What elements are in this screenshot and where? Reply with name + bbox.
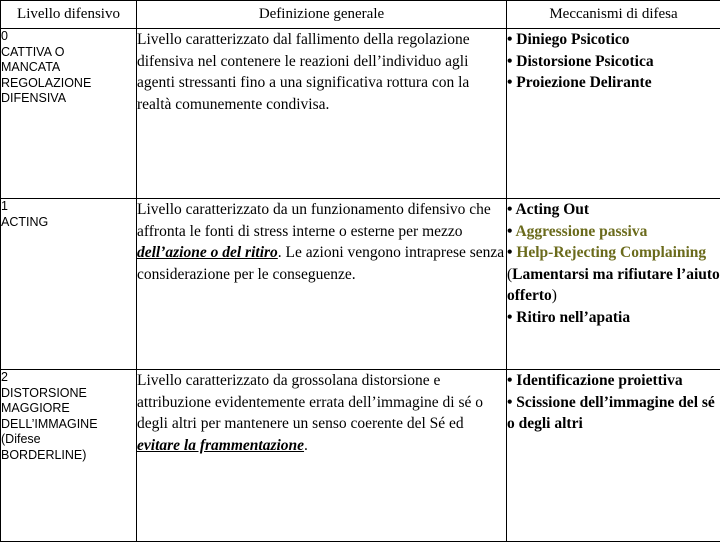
table-row: [1, 199, 720, 370]
level-name-line: REGOLAZIONE: [1, 76, 136, 92]
mechanism-item: • Ritiro nell’apatia: [507, 307, 720, 329]
level-name-line: MANCATA: [1, 60, 136, 76]
table-row: [1, 29, 720, 199]
header-level: Livello difensivo: [1, 1, 137, 29]
level-cell: [1, 29, 137, 199]
level-number: 2: [1, 370, 136, 386]
definition-cell: [137, 370, 507, 542]
mechanism-item: • Proiezione Delirante: [507, 72, 720, 94]
level-number: 0: [1, 29, 136, 45]
mechanisms-cell: [507, 29, 720, 199]
header-row: [1, 1, 720, 29]
definition-text: Livello caratterizzato da grossolana distorsione e attribuzione evidentemente errata dell’immagine di sé o degli altri per mantenere un senso coerente del Sé ed: [137, 372, 483, 432]
definition-cell: Livello caratterizzato dal fallimento della regolazione difensiva nel contenere le reazioni dell’individuo agli agenti stressanti fino a una significativa rottura con la realtà comunemente condivisa.: [137, 29, 507, 199]
mechanism-text: Aggressione passiva: [515, 223, 647, 240]
mechanism-paren-text: Lamentarsi ma rifiutare l’aiuto offerto: [507, 266, 720, 305]
definition-text: Livello caratterizzato da un funzionamento difensivo che affronta le fonti di stress interne o esterne per mezzo: [137, 201, 491, 240]
definition-emphasis: evitare la frammentazione: [137, 437, 304, 454]
level-number: 1: [1, 199, 136, 215]
mechanism-item: [507, 221, 720, 243]
mechanism-item: • Acting Out: [507, 199, 720, 221]
level-name-line: BORDERLINE): [1, 448, 136, 464]
level-cell: [1, 370, 137, 542]
header-definition: Definizione generale: [137, 1, 507, 29]
level-name-line: CATTIVA O: [1, 45, 136, 61]
mechanisms-cell: [507, 370, 720, 542]
mechanism-bullet: •: [507, 244, 516, 261]
mechanism-item: • Scissione dell’immagine del sé o degli altri: [507, 392, 720, 435]
definition-cell: [137, 199, 507, 370]
mechanism-paren-close: ): [552, 287, 557, 304]
definition-text: . Le azioni vengono intraprese senza considerazione per le conseguenze.: [137, 244, 504, 283]
level-cell: [1, 199, 137, 370]
level-name-line: ACTING: [1, 215, 136, 231]
mechanism-item: [507, 242, 720, 307]
level-name-line: DISTORSIONE: [1, 386, 136, 402]
definition-emphasis: dell’azione o del ritiro: [137, 244, 278, 261]
mechanism-item: • Diniego Psicotico: [507, 29, 720, 51]
mechanism-paren-open: (: [507, 266, 512, 283]
mechanisms-cell: [507, 199, 720, 370]
definition-text: .: [304, 437, 308, 454]
mechanism-item: • Identificazione proiettiva: [507, 370, 720, 392]
mechanism-item: • Distorsione Psicotica: [507, 51, 720, 73]
mechanism-bullet: •: [507, 223, 515, 240]
level-name-line: (Difese: [1, 432, 136, 448]
level-name-line: MAGGIORE: [1, 401, 136, 417]
level-name-line: DIFENSIVA: [1, 91, 136, 107]
mechanism-text: Help-Rejecting Complaining: [516, 244, 706, 261]
header-mechanisms: Meccanismi di difesa: [507, 1, 720, 29]
level-name-line: DELL’IMMAGINE: [1, 417, 136, 433]
table-row: [1, 370, 720, 542]
